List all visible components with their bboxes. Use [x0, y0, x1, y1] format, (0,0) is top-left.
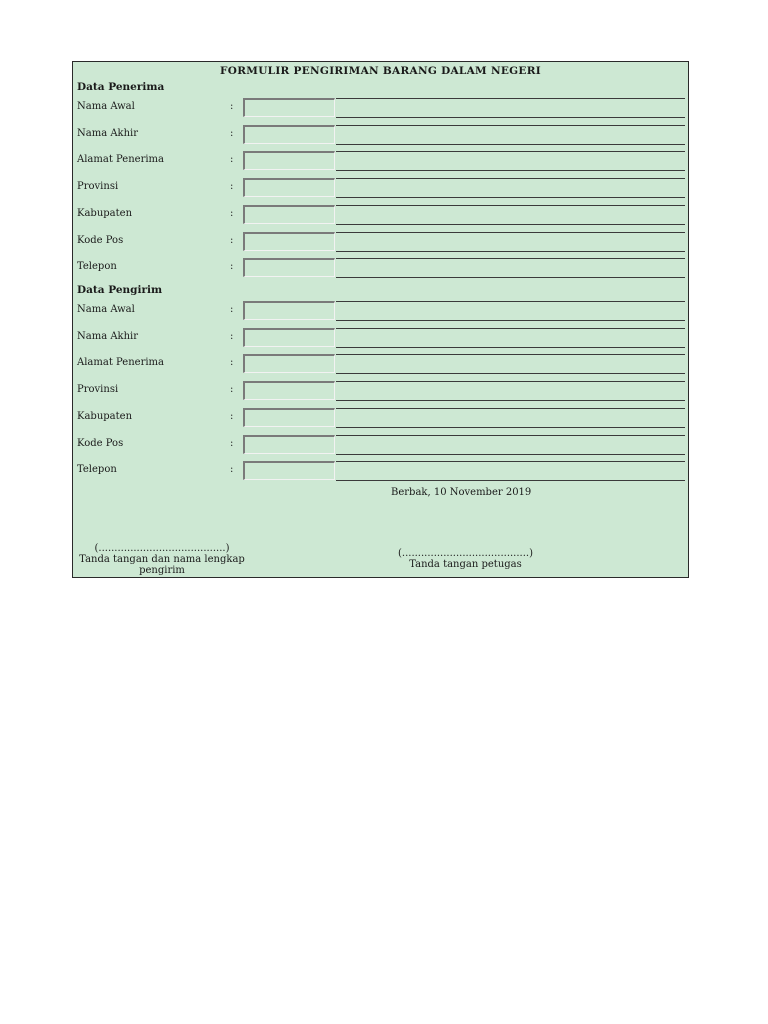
recipient-input-box[interactable]: [243, 178, 335, 197]
recipient-field-line[interactable]: [336, 277, 685, 278]
officer-signature: [373, 548, 558, 570]
recipient-field-label: Nama Awal: [77, 101, 135, 112]
sender-input-box[interactable]: [243, 435, 335, 454]
sender-section-heading: Data Pengirim: [77, 284, 163, 296]
sender-field-line[interactable]: [336, 320, 685, 321]
form-title: FORMULIR PENGIRIMAN BARANG DALAM NEGERI: [220, 65, 541, 77]
colon-separator: :: [230, 304, 234, 315]
officer-signature-line: (........................................): [398, 548, 533, 559]
recipient-input-box[interactable]: [243, 98, 335, 117]
recipient-field-line[interactable]: [336, 117, 685, 118]
sender-field-label: Provinsi: [77, 384, 119, 396]
recipient-field-label: Provinsi: [77, 181, 119, 193]
recipient-input-box[interactable]: [243, 258, 335, 277]
sender-input-box[interactable]: [243, 328, 335, 347]
colon-separator: :: [230, 330, 234, 342]
colon-separator: :: [230, 410, 234, 422]
recipient-field-line-top: [336, 232, 685, 233]
sender-field-line[interactable]: [336, 347, 685, 348]
recipient-input-box[interactable]: [243, 232, 335, 251]
sender-field-line-top: [336, 461, 685, 462]
sender-field-label: Kode Pos: [77, 437, 124, 449]
sender-input-box[interactable]: [243, 408, 335, 427]
sender-field-line-top: [336, 435, 685, 436]
colon-separator: :: [230, 437, 234, 449]
sender-field-line-top: [336, 301, 685, 302]
colon-separator: :: [230, 384, 234, 396]
sender-field-line[interactable]: [336, 454, 685, 455]
colon-separator: :: [230, 261, 234, 273]
recipient-field-line[interactable]: [336, 251, 685, 252]
colon-separator: :: [230, 234, 234, 246]
sender-field-line[interactable]: [336, 480, 685, 481]
sender-field-line-top: [336, 408, 685, 409]
recipient-field-line[interactable]: [336, 144, 685, 145]
officer-signature-caption: Tanda tangan petugas: [409, 559, 522, 570]
sender-field-line-top: [336, 354, 685, 355]
sender-input-box[interactable]: [243, 354, 335, 373]
colon-separator: :: [230, 181, 234, 193]
sender-signature-caption: Tanda tangan dan nama lengkap pengirim: [79, 554, 245, 576]
colon-separator: :: [230, 127, 234, 139]
sender-field-line-top: [336, 381, 685, 382]
recipient-field-line-top: [336, 258, 685, 259]
recipient-field-label: Kode Pos: [77, 234, 124, 246]
sender-signature: [77, 543, 247, 576]
sender-input-box[interactable]: [243, 381, 335, 400]
recipient-field-label: Alamat Penerima: [77, 154, 165, 166]
recipient-field-label: Kabupaten: [77, 207, 133, 219]
sender-field-line[interactable]: [336, 427, 685, 428]
recipient-field-line[interactable]: [336, 170, 685, 171]
recipient-input-box[interactable]: [243, 125, 335, 144]
colon-separator: :: [230, 154, 234, 166]
recipient-field-line-top: [336, 205, 685, 206]
sender-field-label: Telepon: [77, 464, 117, 476]
recipient-input-box[interactable]: [243, 205, 335, 224]
date-place: Berbak, 10 November 2019: [391, 487, 532, 498]
sender-field-label: Alamat Penerima: [77, 357, 165, 369]
sender-field-label: Nama Akhir: [77, 330, 139, 342]
recipient-field-line-top: [336, 151, 685, 152]
colon-separator: :: [230, 207, 234, 219]
colon-separator: :: [230, 464, 234, 476]
recipient-section-heading: Data Penerima: [77, 81, 165, 93]
sender-signature-line: (........................................): [94, 543, 230, 554]
recipient-input-box[interactable]: [243, 151, 335, 170]
recipient-field-line-top: [336, 98, 685, 99]
sender-field-label: Nama Awal: [77, 304, 135, 315]
recipient-field-line-top: [336, 125, 685, 126]
colon-separator: :: [230, 101, 234, 112]
colon-separator: :: [230, 357, 234, 369]
sender-field-line[interactable]: [336, 400, 685, 401]
recipient-field-line[interactable]: [336, 224, 685, 225]
recipient-field-line-top: [336, 178, 685, 179]
sender-input-box[interactable]: [243, 461, 335, 480]
shipping-form: [72, 61, 689, 578]
sender-field-label: Kabupaten: [77, 410, 133, 422]
recipient-field-label: Nama Akhir: [77, 127, 139, 139]
recipient-field-line[interactable]: [336, 197, 685, 198]
sender-field-line[interactable]: [336, 373, 685, 374]
sender-input-box[interactable]: [243, 301, 335, 320]
recipient-field-label: Telepon: [77, 261, 117, 273]
sender-field-line-top: [336, 328, 685, 329]
